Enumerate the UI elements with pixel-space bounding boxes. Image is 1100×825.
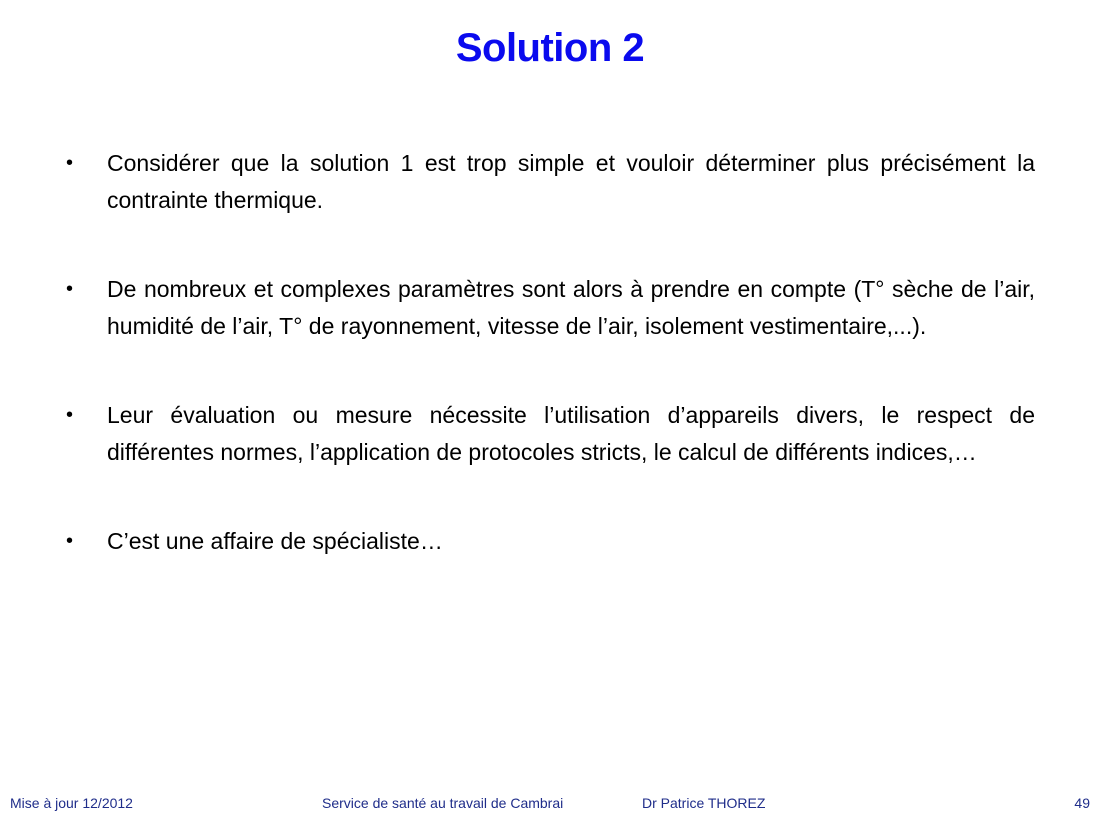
bullet-text: De nombreux et complexes paramètres sont alors à prendre en compte (T° sèche de l’air, humidité de l’air, T° de rayonnement, vitesse de l’air, isolement vestimentaire,...). [107,276,1035,339]
bullet-item [62,397,1035,471]
bullet-icon: • [66,152,74,174]
bullet-list [62,145,1035,560]
bullet-item [62,271,1035,345]
bullet-item [62,145,1035,219]
bullet-icon: • [66,530,74,552]
slide-footer [0,795,1100,815]
footer-service: Service de santé au travail de Cambrai [322,795,564,811]
slide-title: Solution 2 [455,26,645,70]
bullet-text: C’est une affaire de spécialiste… [107,528,443,554]
bullet-icon: • [66,404,74,426]
footer-update-date: Mise à jour 12/2012 [10,795,133,811]
bullet-item [62,523,1035,560]
bullet-text: Leur évaluation ou mesure nécessite l’utilisation d’appareils divers, le respect de différentes normes, l’application de protocoles stricts, le calcul de différents indices,… [107,402,1035,465]
footer-author: Dr Patrice THOREZ [642,795,766,811]
page-number: 49 [1074,795,1090,811]
bullet-icon: • [66,278,74,300]
bullet-text: Considérer que la solution 1 est trop simple et vouloir déterminer plus précisément la contrainte thermique. [107,150,1035,213]
